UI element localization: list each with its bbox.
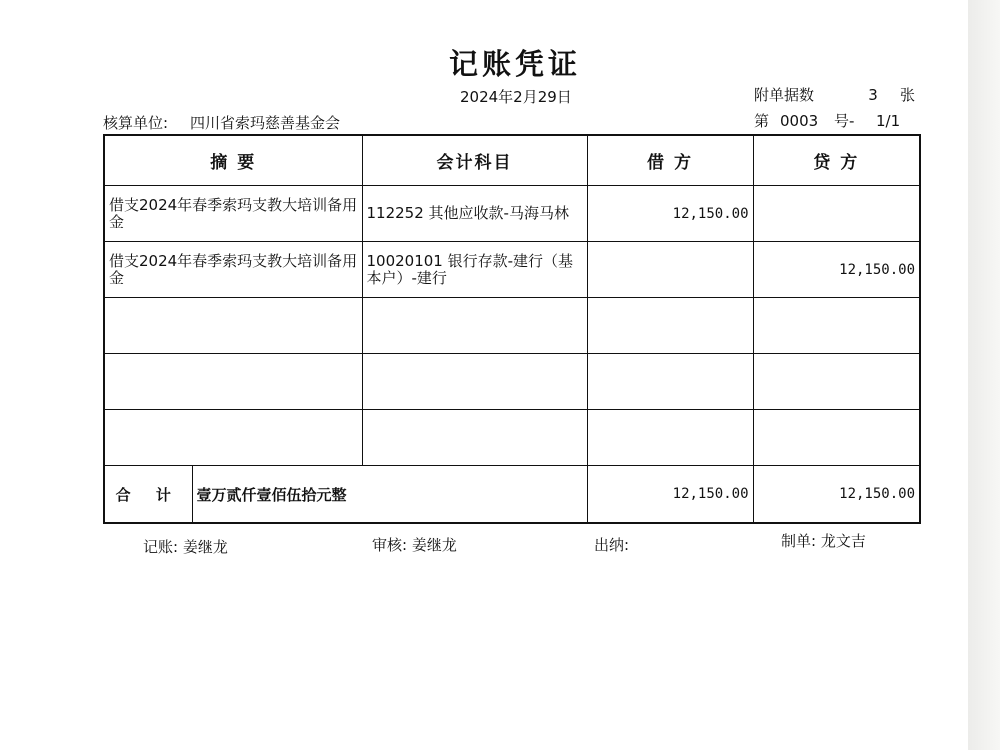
table-row [104, 242, 920, 298]
total-row [104, 466, 920, 524]
row-debit [587, 410, 753, 466]
total-amount-words: 壹万贰仟壹佰伍拾元整 [192, 466, 587, 524]
row-credit: 12,150.00 [753, 242, 920, 298]
row-account [362, 354, 587, 410]
number-suffix: 号- [834, 112, 855, 130]
row-summary: 借支2024年春季索玛支教大培训备用金 [104, 242, 362, 298]
unit-name: 四川省索玛慈善基金会 [190, 114, 341, 132]
voucher-title: 记账凭证 [448, 47, 581, 81]
header-debit: 借 方 [587, 135, 753, 186]
total-label: 合 计 [104, 466, 192, 524]
header-credit: 贷 方 [753, 135, 920, 186]
row-summary [104, 410, 362, 466]
row-account [362, 410, 587, 466]
row-summary [104, 354, 362, 410]
header-account: 会计科目 [362, 135, 587, 186]
row-credit [753, 410, 920, 466]
row-summary [104, 298, 362, 354]
page-number: 1/1 [876, 112, 901, 130]
number-value: 0003 [780, 112, 819, 130]
total-debit: 12,150.00 [587, 466, 753, 524]
row-debit [587, 354, 753, 410]
row-credit [753, 354, 920, 410]
row-credit [753, 298, 920, 354]
table-row [104, 354, 920, 410]
unit-label: 核算单位: [103, 114, 169, 132]
voucher-date: 2024年2月29日 [460, 88, 572, 106]
row-account: 10020101 银行存款-建行（基本户）-建行 [362, 242, 587, 298]
row-summary: 借支2024年春季索玛支教大培训备用金 [104, 186, 362, 242]
row-account [362, 298, 587, 354]
attachment-info [754, 84, 915, 105]
reviewer-signature: 审核: 姜继龙 [372, 536, 457, 554]
total-credit: 12,150.00 [753, 466, 920, 524]
number-prefix: 第 [754, 112, 770, 130]
row-debit [587, 242, 753, 298]
cashier-signature: 出纳: [594, 536, 630, 554]
row-credit [753, 186, 920, 242]
scan-edge [968, 0, 1000, 750]
voucher-table [103, 134, 921, 524]
voucher-number [754, 110, 900, 131]
attachment-count: 3 [868, 86, 878, 104]
table-row [104, 186, 920, 242]
row-debit: 12,150.00 [587, 186, 753, 242]
table-row [104, 298, 920, 354]
bookkeeper-signature: 记账: 姜继龙 [143, 538, 228, 556]
preparer-signature: 制单: 龙文吉 [781, 532, 866, 550]
table-row [104, 410, 920, 466]
row-debit [587, 298, 753, 354]
attachment-unit: 张 [900, 86, 916, 104]
header-summary: 摘 要 [104, 135, 362, 186]
table-header-row [104, 135, 920, 186]
row-account: 112252 其他应收款-马海马林 [362, 186, 587, 242]
attachment-label: 附单据数 [754, 86, 815, 104]
